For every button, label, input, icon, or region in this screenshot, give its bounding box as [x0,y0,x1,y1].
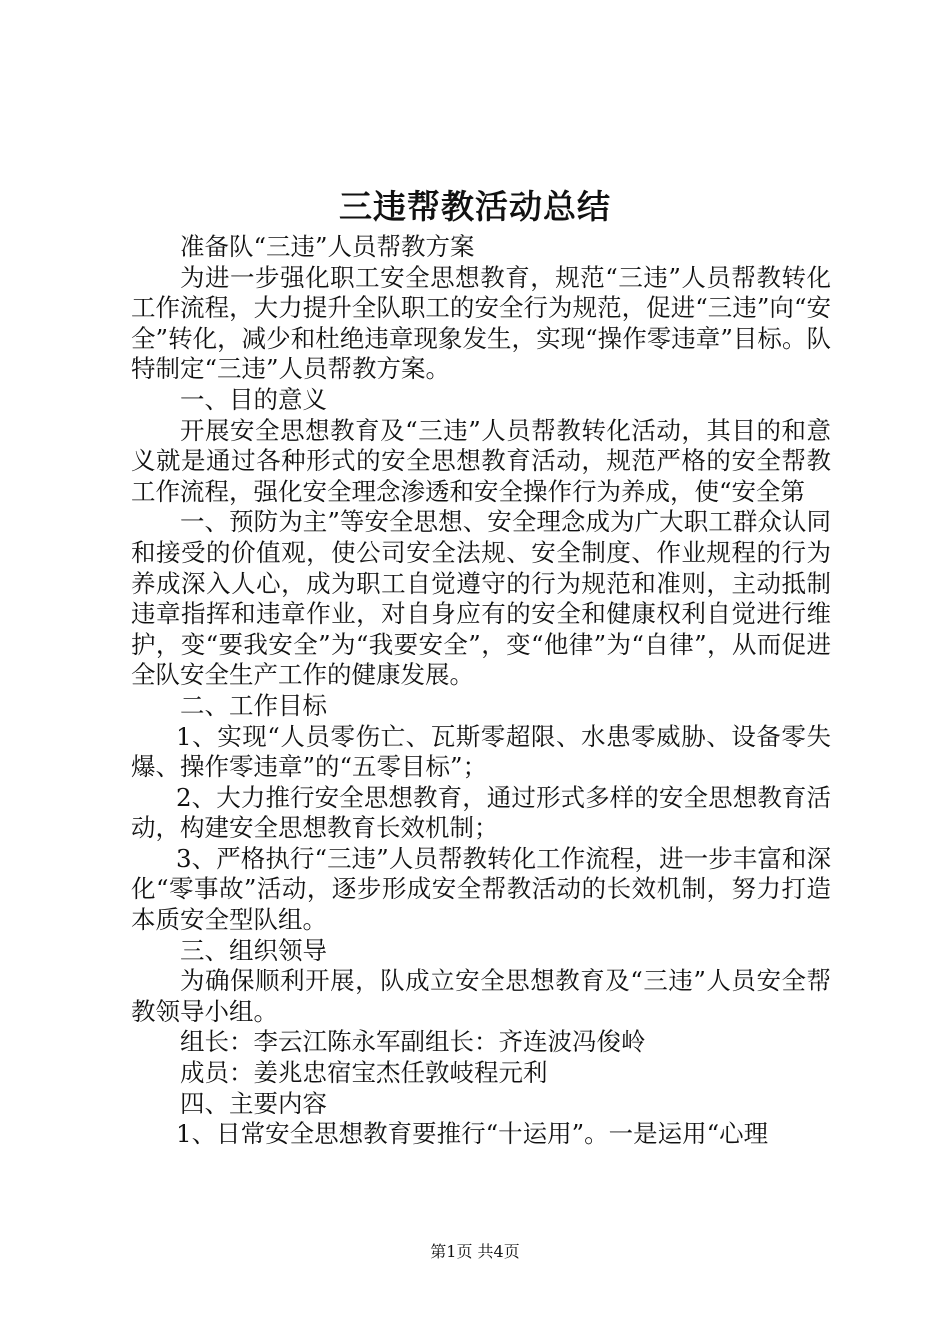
organization-paragraph: 为确保顺利开展，队成立安全思想教育及“三违”人员安全帮教领导小组。 [131,966,831,1026]
plan-heading: 准备队“三违”人员帮教方案 [180,232,475,261]
goal-item-3: 3、严格执行“三违”人员帮教转化工作流程，进一步丰富和深化“零事故”活动，逐步形成安全帮教活动的长效机制，努力打造本质安全型队组。 [131,843,831,935]
goal-item-1: 1、实现“人员零伤亡、瓦斯零超限、水患零威胁、设备零失爆、操作零违章”的“五零目标”； [131,721,831,782]
purpose-paragraph: 开展安全思想教育及“三违”人员帮教转化活动，其目的和意义就是通过各种形式的安全思想教育活动，规范严格的安全帮教工作流程，强化安全理念渗透和安全操作行为养成，使“安全第 [131,415,831,506]
members-line: 成员：姜兆忠宿宝杰任敦岐程元利 [180,1058,548,1088]
intro-paragraph: 为进一步强化职工安全思想教育，规范“三违”人员帮教转化工作流程，大力提升全队职工的安全行为规范，促进“三违”向“安全”转化，减少和杜绝违章现象发生，实现“操作零违章”目标。队特制定“三违”人员帮教方案。 [131,262,831,384]
purpose-paragraph-continued: 一、预防为主”等安全思想、安全理念成为广大职工群众认同和接受的价值观，使公司安全法规、安全制度、作业规程的行为养成深入人心，成为职工自觉遵守的行为规范和准则，主动抵制违章指挥和违章作业，对自身应有的安全和健康权利自觉进行维护，变“要我安全”为“我要安全”，变“他律”为“自律”，从而促进全队安全生产工作的健康发展。 [131,507,831,690]
section-heading-content: 四、主要内容 [180,1088,327,1118]
content-item-1: 1、日常安全思想教育要推行“十运用”。一是运用“心理 [176,1119,769,1149]
document-body [131,232,831,1150]
section-heading-organization: 三、组织领导 [180,935,327,965]
section-heading-purpose: 一、目的意义 [180,384,327,414]
page-footer: 第1页 共4页 [430,1242,520,1261]
section-heading-goals: 二、工作目标 [180,690,327,720]
document-title: 三违帮教活动总结 [339,187,611,226]
leaders-line: 组长：李云江陈永军副组长：齐连波冯俊岭 [180,1027,646,1057]
goal-item-2: 2、大力推行安全思想教育，通过形式多样的安全思想教育活动，构建安全思想教育长效机制； [131,782,831,843]
